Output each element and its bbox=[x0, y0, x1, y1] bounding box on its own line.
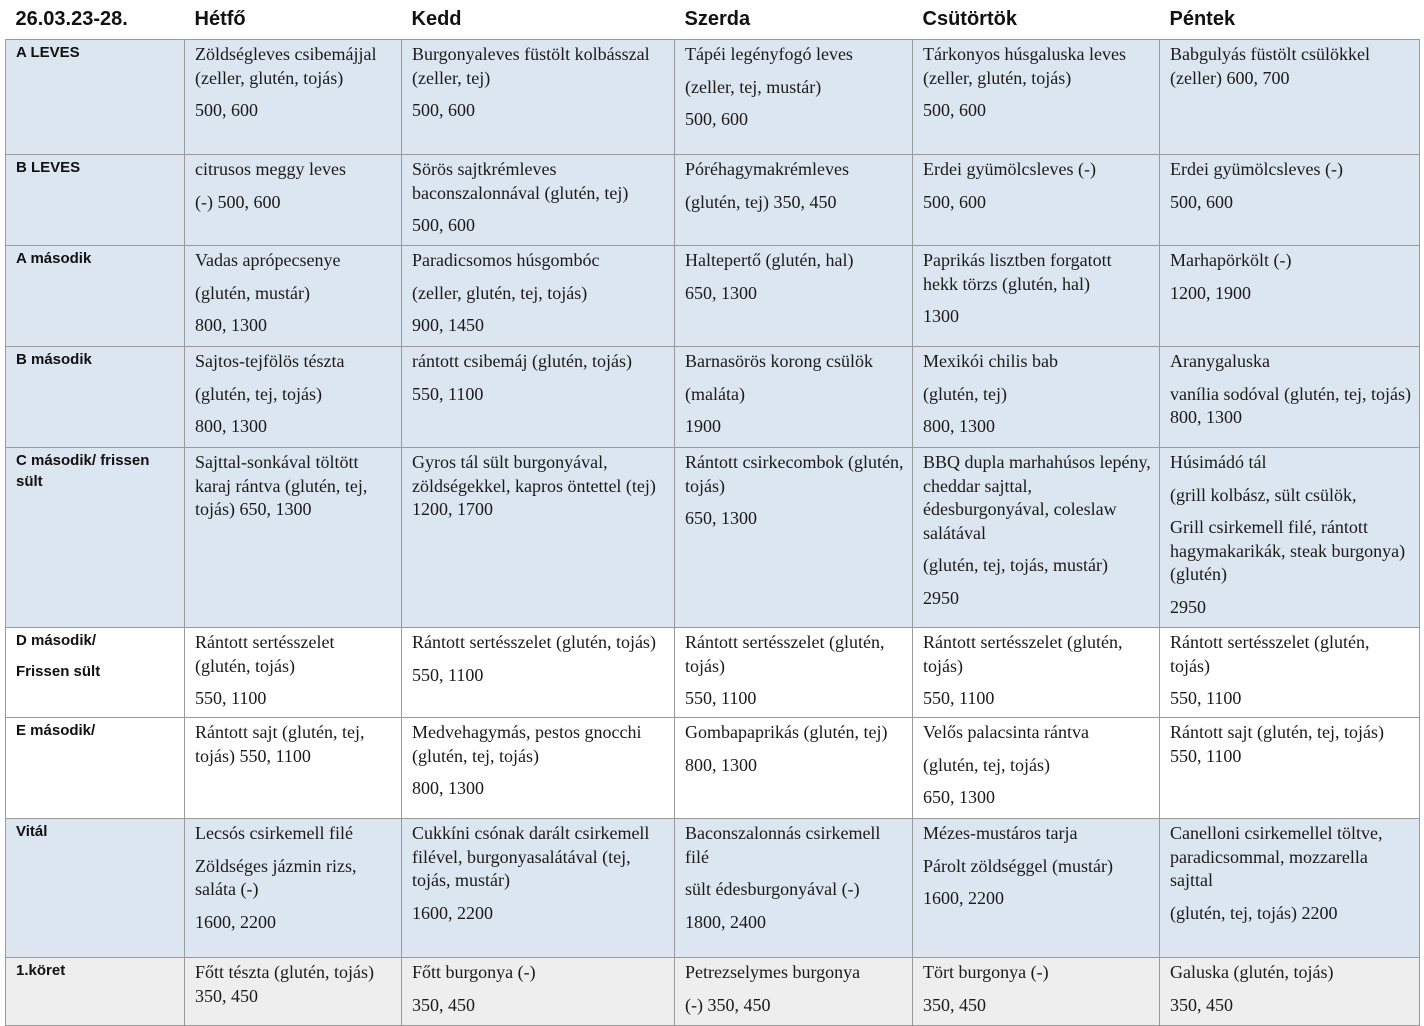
row-label: 1.köret bbox=[16, 962, 66, 979]
week-date: 26.03.23-28. bbox=[6, 5, 185, 40]
menu-cell-tuesday bbox=[402, 628, 675, 718]
menu-cell-thursday bbox=[913, 958, 1160, 1026]
dish-text: Párolt zöldséggel (mustár) bbox=[923, 855, 1113, 876]
menu-cell-wednesday bbox=[675, 155, 913, 246]
menu-cell-thursday bbox=[913, 155, 1160, 246]
row-label: B második bbox=[16, 351, 92, 368]
dish-text: Főtt burgonya (-) bbox=[412, 962, 536, 982]
menu-cell-thursday bbox=[913, 448, 1160, 628]
row-label-cell bbox=[6, 958, 185, 1026]
row-label-cell bbox=[6, 819, 185, 958]
menu-cell-tuesday bbox=[402, 347, 675, 448]
dish-text: 500, 600 bbox=[195, 100, 258, 120]
menu-cell-friday bbox=[1160, 448, 1420, 628]
dish-text: 1600, 2200 bbox=[923, 888, 1004, 908]
row-e-masodik bbox=[6, 718, 1420, 819]
menu-cell-thursday bbox=[913, 718, 1160, 819]
row-d-masodik bbox=[6, 628, 1420, 718]
row-label: Vitál bbox=[16, 823, 48, 840]
dish-text: sült édesburgonyával (-) bbox=[685, 879, 860, 899]
dish-text: Zöldséges jázmin rizs, saláta (-) bbox=[195, 855, 357, 899]
menu-cell-wednesday bbox=[675, 718, 913, 819]
dish-text: Cukkíni csónak darált csirkemell filével, burgonyasalátával (tej, tojás, mustár) bbox=[412, 823, 650, 890]
dish-text: Mézes-mustáros tarja bbox=[923, 823, 1078, 843]
dish-text: Húsimádó tál bbox=[1170, 452, 1267, 472]
dish-text: Rántott sajt (glutén, tej, tojás) 550, 1100 bbox=[1170, 722, 1384, 766]
dish-text: 500, 600 bbox=[923, 191, 986, 212]
dish-text: Petrezselymes burgonya bbox=[685, 962, 861, 982]
dish-text: Sörös sajtkrémleves baconszalonnával (glutén, tej) bbox=[412, 159, 629, 203]
dish-text: Canelloni csirkemellel töltve, paradicsommal, mozzarella sajttal bbox=[1170, 823, 1383, 890]
day-header-wednesday: Szerda bbox=[675, 5, 913, 40]
dish-text: Rántott sertésszelet (glutén, tojás) bbox=[412, 632, 656, 652]
dish-text: Rántott sertésszelet (glutén, tojás) bbox=[923, 632, 1123, 676]
dish-text: Tárkonyos húsgaluska leves (zeller, glutén, tojás) bbox=[923, 44, 1126, 88]
dish-text: 550, 1100 bbox=[685, 688, 757, 708]
dish-text: 1600, 2200 bbox=[195, 911, 276, 932]
dish-text: Baconszalonnás csirkemell filé bbox=[685, 823, 881, 867]
row-label-cell bbox=[6, 718, 185, 819]
dish-text: rántott csibemáj (glutén, tojás) bbox=[412, 351, 632, 371]
weekly-menu-table bbox=[5, 5, 1420, 1026]
dish-text: Sajtos-tejfölös tészta bbox=[195, 351, 345, 371]
dish-text: 1300 bbox=[923, 306, 959, 326]
dish-text: 550, 1100 bbox=[195, 688, 267, 708]
row-label: Frissen sült bbox=[16, 663, 101, 680]
dish-text: 1800, 2400 bbox=[685, 911, 766, 932]
dish-text: 550, 1100 bbox=[923, 688, 995, 708]
dish-text: 550, 1100 bbox=[1170, 688, 1242, 708]
row-label: A második bbox=[16, 250, 92, 267]
dish-text: Tápéi legényfogó leves bbox=[685, 44, 853, 64]
day-header-friday: Péntek bbox=[1160, 5, 1420, 40]
row-label: E második/ bbox=[16, 722, 96, 739]
dish-text: citrusos meggy leves bbox=[195, 159, 346, 179]
dish-text: 350, 450 bbox=[923, 994, 986, 1015]
dish-text: Sajttal-sonkával töltött karaj rántva (glutén, tej, tojás) 650, 1300 bbox=[195, 452, 368, 519]
dish-text: Rántott sertésszelet (glutén, tojás) bbox=[1170, 632, 1370, 676]
dish-text: 500, 600 bbox=[685, 109, 748, 129]
dish-text: 500, 600 bbox=[1170, 191, 1233, 212]
menu-cell-monday bbox=[185, 628, 402, 718]
day-header-tuesday: Kedd bbox=[402, 5, 675, 40]
dish-text: Rántott sertésszelet (glutén, tojás) bbox=[685, 632, 885, 676]
row-c-masodik bbox=[6, 448, 1420, 628]
dish-text: Velős palacsinta rántva bbox=[923, 722, 1089, 742]
menu-cell-thursday bbox=[913, 628, 1160, 718]
row-a-leves bbox=[6, 40, 1420, 155]
dish-text: (zeller, glutén, tej, tojás) bbox=[412, 282, 588, 303]
dish-text: Babgulyás füstölt csülökkel (zeller) 600, 700 bbox=[1170, 44, 1370, 88]
menu-cell-friday bbox=[1160, 718, 1420, 819]
header-row bbox=[6, 5, 1420, 40]
menu-cell-tuesday bbox=[402, 448, 675, 628]
dish-text: 800, 1300 bbox=[195, 416, 267, 436]
dish-text: Burgonyaleves füstölt kolbásszal (zeller, tej) bbox=[412, 44, 650, 88]
menu-cell-monday bbox=[185, 718, 402, 819]
dish-text: (glutén, tej, tojás) bbox=[923, 754, 1050, 775]
menu-cell-friday bbox=[1160, 347, 1420, 448]
dish-text: 900, 1450 bbox=[412, 315, 484, 335]
menu-cell-monday bbox=[185, 347, 402, 448]
dish-text: Rántott sertésszelet (glutén, tojás) bbox=[195, 632, 335, 676]
dish-text: Haltepertő (glutén, hal) bbox=[685, 250, 854, 270]
row-label-cell bbox=[6, 347, 185, 448]
dish-text: (maláta) bbox=[685, 383, 745, 404]
day-header-thursday: Csütörtök bbox=[913, 5, 1160, 40]
dish-text: Vadas aprópecsenye bbox=[195, 250, 341, 270]
menu-cell-monday bbox=[185, 155, 402, 246]
dish-text: 350, 450 bbox=[412, 994, 475, 1015]
menu-cell-tuesday bbox=[402, 246, 675, 347]
menu-cell-tuesday bbox=[402, 40, 675, 155]
dish-text: Medvehagymás, pestos gnocchi (glutén, tej, tojás) bbox=[412, 722, 642, 766]
row-label-cell bbox=[6, 155, 185, 246]
menu-cell-friday bbox=[1160, 819, 1420, 958]
dish-text: Aranygaluska bbox=[1170, 351, 1270, 371]
menu-cell-monday bbox=[185, 819, 402, 958]
menu-cell-friday bbox=[1160, 155, 1420, 246]
day-header-monday: Hétfő bbox=[185, 5, 402, 40]
menu-cell-thursday bbox=[913, 40, 1160, 155]
dish-text: 1600, 2200 bbox=[412, 902, 493, 923]
row-label: B LEVES bbox=[16, 159, 81, 176]
row-b-masodik bbox=[6, 347, 1420, 448]
row-label: A LEVES bbox=[16, 44, 80, 61]
dish-text: Mexikói chilis bab bbox=[923, 351, 1058, 371]
row-label-cell bbox=[6, 628, 185, 718]
dish-text: 800, 1300 bbox=[412, 778, 484, 798]
menu-cell-tuesday bbox=[402, 155, 675, 246]
row-vital bbox=[6, 819, 1420, 958]
menu-cell-wednesday bbox=[675, 347, 913, 448]
menu-cell-wednesday bbox=[675, 628, 913, 718]
dish-text: 500, 600 bbox=[412, 215, 475, 235]
row-label: C második/ frissen sült bbox=[16, 452, 150, 490]
dish-text: Erdei gyümölcsleves (-) bbox=[1170, 159, 1343, 179]
menu-cell-friday bbox=[1160, 246, 1420, 347]
menu-cell-monday bbox=[185, 448, 402, 628]
dish-text: Grill csirkemell filé, rántott hagymakarikák, steak burgonya) (glutén) bbox=[1170, 517, 1406, 584]
dish-text: Zöldségleves csibemájjal (zeller, glutén, tojás) bbox=[195, 44, 377, 88]
dish-text: Lecsós csirkemell filé bbox=[195, 823, 353, 843]
dish-text: (glutén, mustár) bbox=[195, 282, 310, 303]
dish-text: 800, 1300 bbox=[923, 416, 995, 436]
dish-text: 350, 450 bbox=[1170, 994, 1233, 1015]
menu-cell-wednesday bbox=[675, 819, 913, 958]
dish-text: 500, 600 bbox=[923, 100, 986, 120]
dish-text: 550, 1100 bbox=[412, 383, 484, 404]
row-a-masodik bbox=[6, 246, 1420, 347]
row-b-leves bbox=[6, 155, 1420, 246]
menu-cell-tuesday bbox=[402, 958, 675, 1026]
menu-cell-thursday bbox=[913, 819, 1160, 958]
dish-text: BBQ dupla marhahúsos lepény, cheddar sajttal, édesburgonyával, coleslaw salátával bbox=[923, 452, 1151, 543]
menu-cell-tuesday bbox=[402, 718, 675, 819]
menu-cell-monday bbox=[185, 958, 402, 1026]
menu-cell-wednesday bbox=[675, 246, 913, 347]
dish-text: vanília sodóval (glutén, tej, tojás) 800, 1300 bbox=[1170, 383, 1411, 427]
menu-cell-friday bbox=[1160, 40, 1420, 155]
dish-text: (glutén, tej, tojás) bbox=[195, 383, 322, 404]
dish-text: 1900 bbox=[685, 416, 721, 436]
dish-text: 650, 1300 bbox=[685, 508, 757, 528]
dish-text: Gombapaprikás (glutén, tej) bbox=[685, 722, 888, 742]
menu-cell-monday bbox=[185, 40, 402, 155]
row-koret bbox=[6, 958, 1420, 1026]
dish-text: Rántott sajt (glutén, tej, tojás) 550, 1100 bbox=[195, 722, 365, 766]
dish-text: (glutén, tej, tojás, mustár) bbox=[923, 555, 1108, 575]
dish-text: (zeller, tej, mustár) bbox=[685, 76, 822, 97]
row-label-cell bbox=[6, 448, 185, 628]
dish-text: Főtt tészta (glutén, tojás) 350, 450 bbox=[195, 962, 374, 1006]
dish-text: Galuska (glutén, tojás) bbox=[1170, 962, 1334, 982]
menu-cell-monday bbox=[185, 246, 402, 347]
dish-text: 800, 1300 bbox=[685, 754, 757, 775]
menu-cell-friday bbox=[1160, 628, 1420, 718]
menu-cell-wednesday bbox=[675, 958, 913, 1026]
dish-text: Barnasörös korong csülök bbox=[685, 351, 873, 371]
dish-text: 500, 600 bbox=[412, 100, 475, 120]
dish-text: Gyros tál sült burgonyával, zöldségekkel, kapros öntettel (tej) 1200, 1700 bbox=[412, 452, 656, 519]
menu-cell-friday bbox=[1160, 958, 1420, 1026]
dish-text: (-) 350, 450 bbox=[685, 994, 771, 1015]
menu-cell-tuesday bbox=[402, 819, 675, 958]
menu-cell-wednesday bbox=[675, 448, 913, 628]
dish-text: Marhapörkölt (-) bbox=[1170, 250, 1292, 270]
dish-text: 650, 1300 bbox=[923, 787, 995, 807]
menu-cell-wednesday bbox=[675, 40, 913, 155]
dish-text: (grill kolbász, sült csülök, bbox=[1170, 484, 1357, 505]
dish-text: 800, 1300 bbox=[195, 315, 267, 335]
dish-text: (glutén, tej) 350, 450 bbox=[685, 191, 837, 212]
dish-text: (glutén, tej) bbox=[923, 383, 1007, 404]
menu-cell-thursday bbox=[913, 347, 1160, 448]
dish-text: Rántott csirkecombok (glutén, tojás) bbox=[685, 452, 904, 496]
dish-text: (glutén, tej, tojás) 2200 bbox=[1170, 902, 1338, 923]
dish-text: Póréhagymakrémleves bbox=[685, 159, 849, 179]
dish-text: 650, 1300 bbox=[685, 282, 757, 303]
row-label-cell bbox=[6, 40, 185, 155]
dish-text: Erdei gyümölcsleves (-) bbox=[923, 159, 1096, 179]
row-label: D második/ bbox=[16, 632, 97, 649]
dish-text: Paprikás lisztben forgatott hekk törzs (glutén, hal) bbox=[923, 250, 1112, 294]
row-label-cell bbox=[6, 246, 185, 347]
dish-text: Tört burgonya (-) bbox=[923, 962, 1049, 982]
dish-text: 550, 1100 bbox=[412, 664, 484, 685]
dish-text: 2950 bbox=[1170, 596, 1206, 617]
dish-text: 2950 bbox=[923, 587, 959, 608]
dish-text: 1200, 1900 bbox=[1170, 282, 1251, 303]
menu-cell-thursday bbox=[913, 246, 1160, 347]
dish-text: (-) 500, 600 bbox=[195, 191, 281, 212]
dish-text: Paradicsomos húsgombóc bbox=[412, 250, 600, 270]
